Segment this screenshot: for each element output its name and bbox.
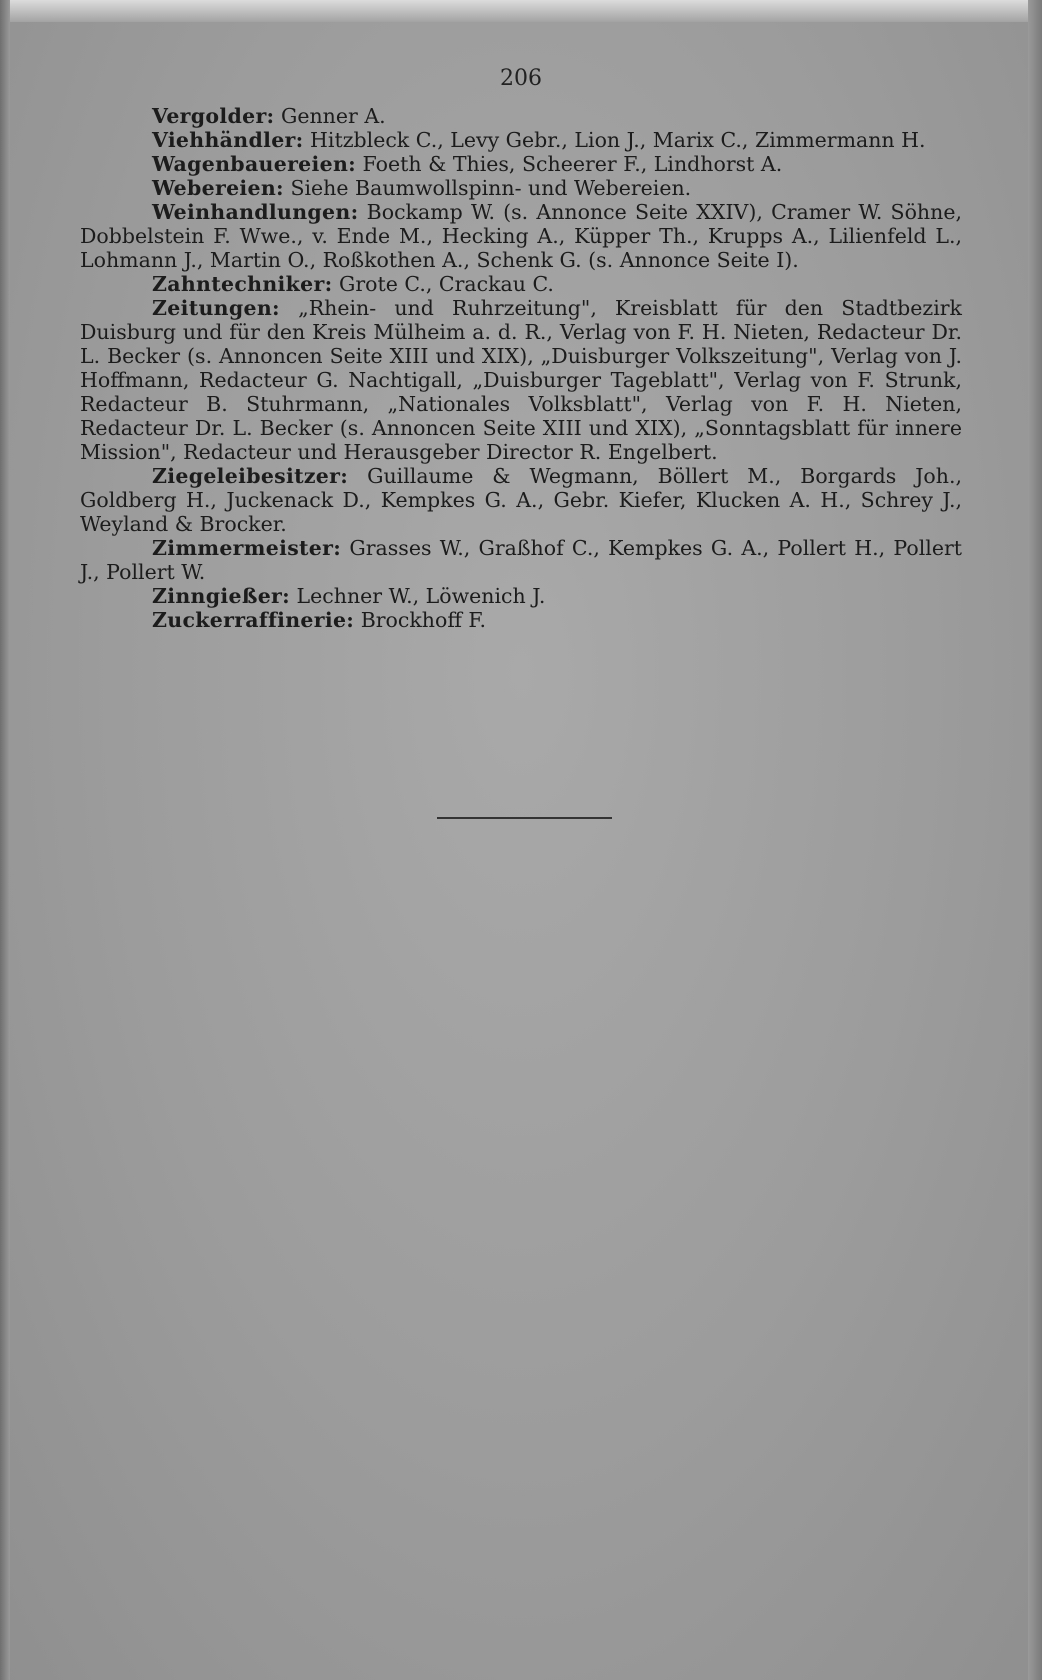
entry-label: Zinngießer: — [152, 584, 291, 608]
entry-zuckerraffinerie — [80, 608, 962, 632]
entry-label: Zeitungen: — [152, 296, 280, 320]
entry-label: Ziegeleibesitzer: — [152, 464, 349, 488]
entry-text: „Rhein- und Ruhrzeitung", Kreisblatt für den Stadtbezirk Duisburg und für den Kreis Mülheim a. d. R., Verlag von F. H. Nieten, Redacteur Dr. L. Becker (s. Annoncen Seite XIII und XIX), „Duisburger Volkszeitung", Verlag von J. Hoffmann, Redacteur G. Nachtigall, „Duisburger Tageblatt", Verlag von F. Strunk, Redacteur B. Stuhrmann, „Nationales Volksblatt", Verlag von F. H. Nieten, Redacteur Dr. L. Becker (s. Annoncen Seite XIII und XIX), „Sonntagsblatt für innere Mission", Redacteur und Herausgeber Director R. Engelbert. — [80, 296, 962, 464]
page-edge-top — [0, 0, 1042, 22]
entry-text: Grasses W., Graßhof C., Kempkes G. A., Pollert H., Pollert J., Pollert W. — [80, 536, 962, 584]
entry-ziegeleibesitzer — [80, 464, 962, 536]
entry-text: Siehe Baumwollspinn- und Webereien. — [290, 176, 692, 200]
entry-label: Zuckerraffinerie: — [152, 608, 355, 632]
entry-text: Genner A. — [280, 104, 386, 128]
entry-vergolder — [80, 104, 962, 128]
entry-text: Lechner W., Löwenich J. — [296, 584, 546, 608]
entry-zinngiesser — [80, 584, 962, 608]
entry-zimmermeister — [80, 536, 962, 584]
entry-text: Brockhoff F. — [360, 608, 486, 632]
entry-text: Grote C., Crackau C. — [339, 272, 554, 296]
entry-label: Webereien: — [152, 176, 284, 200]
entry-viehhaendler — [80, 128, 962, 152]
entry-zahntechniker — [80, 272, 962, 296]
directory-entries — [80, 104, 962, 632]
page-edge-left — [0, 0, 10, 1680]
page-edge-right — [1028, 0, 1042, 1680]
entry-label: Wagenbauereien: — [152, 152, 357, 176]
entry-label: Weinhandlungen: — [152, 200, 359, 224]
entry-label: Zahntechniker: — [152, 272, 333, 296]
entry-label: Viehhändler: — [152, 128, 304, 152]
entry-text: Bockamp W. (s. Annonce Seite XXIV), Cramer W. Söhne, Dobbelstein F. Wwe., v. Ende M., Hecking A., Küpper Th., Krupps A., Lilienfeld L., Lohmann J., Martin O., Roßkothen A., Schenk G. (s. Annonce Seite I). — [80, 200, 962, 272]
entry-text: Guillaume & Wegmann, Böllert M., Borgards Joh., Goldberg H., Juckenack D., Kempkes G. A., Gebr. Kiefer, Klucken A. H., Schrey J., Weyland & Brocker. — [80, 464, 962, 536]
entry-label: Zimmermeister: — [152, 536, 342, 560]
entry-weinhandlungen — [80, 200, 962, 272]
entry-label: Vergolder: — [152, 104, 275, 128]
entry-zeitungen — [80, 296, 962, 464]
entry-wagenbauereien — [80, 152, 962, 176]
entry-text: Foeth & Thies, Scheerer F., Lindhorst A. — [362, 152, 783, 176]
entry-text: Hitzbleck C., Levy Gebr., Lion J., Marix C., Zimmermann H. — [310, 128, 926, 152]
section-divider — [437, 817, 612, 819]
page-number: 206 — [500, 66, 542, 91]
entry-webereien — [80, 176, 962, 200]
